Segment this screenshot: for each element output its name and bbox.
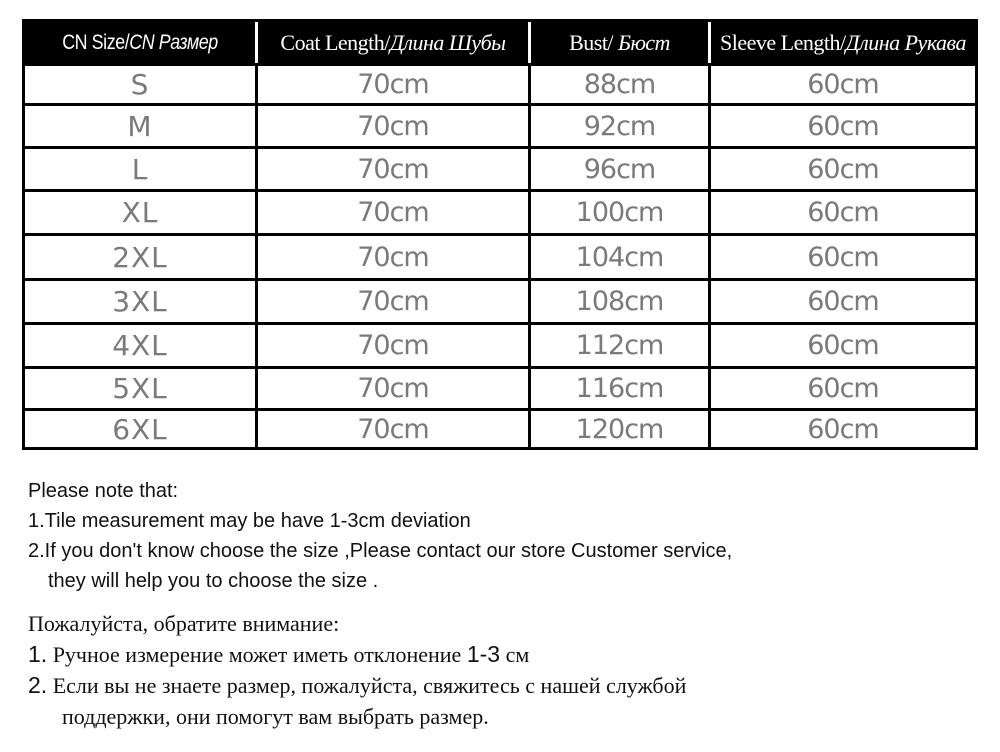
notes-en-line-2: 2.If you don't know choose the size ,Please contact our store Customer service, (28, 540, 733, 562)
bust-cell: 104cm (528, 236, 708, 278)
notes-en-line-2-cont: they will help you to choose the size . (48, 570, 379, 592)
coat-length-cell: 70cm (255, 369, 528, 408)
size-cell: 3XL (112, 285, 168, 318)
size-cell: S (130, 68, 150, 101)
bust-cell: 108cm (528, 281, 708, 322)
list-number: 2. (28, 672, 48, 698)
header-ru-label: Длина Рукава (845, 29, 966, 55)
notes-en-line-1: 1.Tile measurement may be have 1-3cm deviation (28, 510, 471, 532)
notes-ru-title: Пожалуйста, обратите внимание: (28, 611, 340, 636)
sleeve-length-cell: 60cm (708, 325, 975, 366)
table-row (25, 146, 975, 189)
header-coat-length (255, 22, 528, 63)
sleeve-length-cell: 60cm (708, 149, 975, 189)
sleeve-length-cell: 60cm (708, 236, 975, 278)
header-en-label: CN Size/ (62, 30, 130, 54)
coat-length-cell: 70cm (255, 236, 528, 278)
deviation-range: 1-3 (466, 641, 501, 667)
bust-cell: 88cm (528, 66, 708, 103)
coat-length-cell: 70cm (255, 149, 528, 189)
table-row (25, 366, 975, 408)
notes-ru-line-2 (28, 670, 686, 701)
table-row (25, 278, 975, 322)
list-number: 1. (28, 641, 48, 667)
notes-ru-text: Ручное измерение может иметь отклонение (47, 642, 467, 667)
size-cell: 6XL (112, 412, 168, 446)
header-cn-size (42, 22, 238, 63)
header-en-label: Coat Length/ (280, 29, 390, 55)
header-en-label: Sleeve Length/ (720, 29, 846, 55)
table-row (25, 63, 975, 103)
notes-russian (28, 608, 686, 732)
coat-length-cell: 70cm (255, 325, 528, 366)
header-sleeve-length (708, 22, 975, 63)
notes-english (28, 476, 732, 596)
size-cell: 2XL (112, 240, 168, 274)
header-ru-label: Бюст (618, 29, 670, 55)
coat-length-cell: 70cm (255, 66, 528, 103)
sleeve-length-cell: 60cm (708, 192, 975, 233)
bust-cell: 116cm (528, 369, 708, 408)
header-ru-label: CN Размер (129, 30, 218, 54)
bust-cell: 120cm (528, 411, 708, 447)
unit-label: см (500, 642, 530, 667)
coat-length-cell: 70cm (255, 281, 528, 322)
bust-cell: 96cm (528, 149, 708, 189)
header-ru-label: Длина Шубы (389, 29, 506, 55)
notes-ru-text: Если вы не знаете размер, пожалуйста, свяжитесь с нашей службой (47, 673, 687, 698)
table-row (25, 103, 975, 146)
size-cell: L (131, 152, 149, 186)
notes-en-title: Please note that: (28, 480, 179, 502)
table-header-row (25, 22, 975, 63)
size-cell: 5XL (112, 372, 168, 405)
bust-cell: 112cm (528, 325, 708, 366)
sleeve-length-cell: 60cm (708, 369, 975, 408)
sleeve-length-cell: 60cm (708, 106, 975, 146)
size-chart-table (22, 19, 978, 450)
table-row (25, 322, 975, 366)
coat-length-cell: 70cm (255, 192, 528, 233)
bust-cell: 92cm (528, 106, 708, 146)
table-row (25, 408, 975, 447)
coat-length-cell: 70cm (255, 106, 528, 146)
sleeve-length-cell: 60cm (708, 281, 975, 322)
header-bust (528, 22, 708, 63)
table-row (25, 189, 975, 233)
sleeve-length-cell: 60cm (708, 411, 975, 447)
sleeve-length-cell: 60cm (708, 66, 975, 103)
size-cell: 4XL (112, 329, 168, 362)
size-cell: XL (121, 196, 159, 229)
notes-ru-line-1 (28, 639, 686, 670)
size-cell: M (127, 109, 153, 143)
table-row (25, 233, 975, 278)
bust-cell: 100cm (528, 192, 708, 233)
coat-length-cell: 70cm (255, 411, 528, 447)
header-en-label: Bust/ (569, 29, 619, 55)
notes-ru-line-2-cont: поддержки, они помогут вам выбрать размер. (62, 704, 489, 729)
